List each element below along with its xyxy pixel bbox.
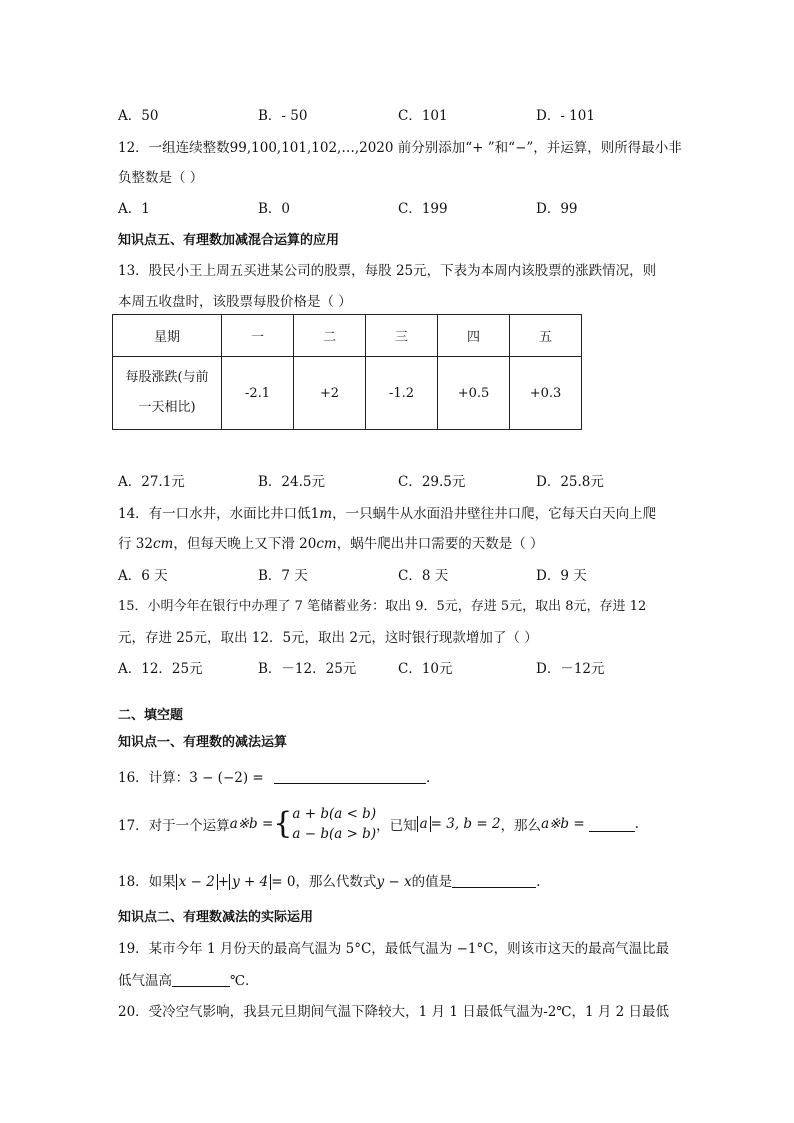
table-value-row bbox=[113, 357, 582, 430]
q17-line bbox=[118, 804, 639, 844]
q13-option-b: B．24.5元 bbox=[258, 474, 325, 490]
q16-prefix: 16．计算： bbox=[118, 770, 190, 786]
section-2-heading: 知识点二、有理数减法的实际运用 bbox=[118, 910, 314, 925]
q19-line-1: 19．某市今年 1 月份天的最高气温为 5°C，最低气温为 −1°C，则该市这天的最高气温比最 bbox=[118, 941, 670, 957]
q18-prefix: 18．如果 bbox=[118, 874, 176, 890]
q13-option-c: C．29.5元 bbox=[398, 474, 466, 490]
part-2-heading: 二、填空题 bbox=[118, 708, 184, 723]
table-day: 四 bbox=[438, 315, 510, 357]
q18-tail: 的值是 bbox=[411, 874, 453, 890]
q14-text: ，蜗牛爬出井口需要的天数是（ ） bbox=[336, 536, 544, 552]
q18-expression: y − x bbox=[376, 874, 412, 890]
q17-brace: { bbox=[273, 806, 293, 841]
q13-line-2: 本周五收盘时，该股票每股价格是（ ） bbox=[118, 294, 352, 310]
q17-given-values: = 3, b = 2 bbox=[430, 816, 501, 832]
q14-option-b: B．7 天 bbox=[258, 568, 308, 584]
table-row-label-line-1: 每股涨跌(与前 bbox=[125, 370, 209, 385]
q15-line-2: 元，存进 25元，取出 12．5元，取出 2元，这时银行现款增加了（ ） bbox=[118, 630, 538, 646]
table-value: +0.3 bbox=[510, 357, 582, 430]
table-header-row bbox=[113, 315, 582, 357]
q11-option-b: B．- 50 bbox=[258, 108, 308, 124]
q17-operation: a※b = bbox=[229, 816, 274, 832]
table-value: -2.1 bbox=[222, 357, 294, 430]
q15-option-a: A．12．25元 bbox=[118, 661, 203, 677]
q12-option-b: B．0 bbox=[258, 201, 291, 217]
q17-ask: a※b = bbox=[541, 816, 585, 832]
table-day: 五 bbox=[510, 315, 582, 357]
q18-suffix: . bbox=[536, 874, 541, 890]
q19-line-2 bbox=[118, 969, 259, 989]
q13-option-d: D．25.8元 bbox=[536, 474, 604, 490]
q17-abs-a: a bbox=[417, 816, 431, 832]
q18-abs-2: y + 4 bbox=[229, 874, 271, 890]
q16-answer-blank[interactable] bbox=[274, 769, 426, 784]
q12-option-a: A．1 bbox=[118, 201, 150, 217]
q14-option-d: D．9 天 bbox=[536, 568, 587, 584]
q14-unit-cm: cm bbox=[152, 536, 174, 552]
q17-answer-blank[interactable] bbox=[589, 817, 635, 832]
q14-text: ，但每天晚上又下滑 20 bbox=[173, 536, 317, 552]
q14-unit-cm: cm bbox=[316, 536, 337, 552]
q15-option-d: D．－12元 bbox=[536, 661, 605, 677]
q15-line-1: 15．小明今年在银行中办理了 7 笔储蓄业务：取出 9．5元，存进 5元，取出 8元，存进 12 bbox=[118, 599, 647, 614]
q19-text: 低气温高 bbox=[118, 973, 172, 989]
q12-line-1: 12．一组连续整数99,100,101,102,…,2020 前分别添加“+ ”和“−”，并运算，则所得最小非 bbox=[118, 140, 682, 156]
table-value: +0.5 bbox=[438, 357, 510, 430]
q18-answer-blank[interactable] bbox=[452, 873, 536, 888]
table-row-label bbox=[113, 357, 222, 430]
q17-suffix: . bbox=[634, 816, 639, 832]
table-day: 二 bbox=[294, 315, 366, 357]
q16-line bbox=[118, 766, 430, 786]
q14-text: 行 32 bbox=[118, 536, 153, 552]
q11-option-c: C．101 bbox=[398, 108, 448, 124]
q14-text: ，一只蜗牛从水面沿井壁往井口爬，它每天白天向上爬 bbox=[332, 506, 657, 522]
q18-abs-1: x − 2 bbox=[176, 874, 218, 890]
table-day: 一 bbox=[222, 315, 294, 357]
q17-cases bbox=[292, 804, 376, 844]
q14-option-a: A．6 天 bbox=[118, 568, 168, 584]
q14-line-2 bbox=[118, 532, 544, 552]
q15-option-c: C．10元 bbox=[398, 661, 453, 677]
q12-option-d: D．99 bbox=[536, 201, 578, 217]
q18-equals: = 0 bbox=[271, 874, 296, 890]
table-row-label-line-2: 一天相比) bbox=[138, 400, 196, 415]
section-5-heading: 知识点五、有理数加减混合运算的应用 bbox=[118, 233, 340, 248]
q17-prefix: 17．对于一个运算 bbox=[118, 818, 230, 834]
q18-mid: ，那么代数式 bbox=[295, 874, 377, 890]
q14-option-c: C．8 天 bbox=[398, 568, 449, 584]
q13-line-1: 13．股民小王上周五买进某公司的股票，每股 25元，下表为本周内该股票的涨跌情况，则 bbox=[118, 263, 657, 279]
table-header-label: 星期 bbox=[113, 315, 222, 357]
q19-answer-blank[interactable] bbox=[172, 972, 230, 987]
section-1-heading: 知识点一、有理数的减法运算 bbox=[118, 735, 288, 750]
q12-option-c: C．199 bbox=[398, 201, 448, 217]
q14-unit-m: m bbox=[319, 506, 333, 522]
q11-option-a: A．50 bbox=[118, 108, 159, 124]
table-value: -1.2 bbox=[366, 357, 438, 430]
q17-given: ，已知 bbox=[376, 818, 417, 834]
q11-option-d: D．- 101 bbox=[536, 108, 595, 124]
table-day: 三 bbox=[366, 315, 438, 357]
q12-line-2: 负整数是（ ） bbox=[118, 170, 204, 186]
q13-option-a: A．27.1元 bbox=[118, 474, 185, 490]
q14-text: 14．有一口水井，水面比井口低1 bbox=[118, 506, 320, 522]
q17-case-2: a − b(a > b) bbox=[292, 826, 377, 842]
q14-line-1 bbox=[118, 502, 656, 522]
q17-case-1: a + b(a < b) bbox=[292, 806, 377, 822]
q17-then: ，那么 bbox=[500, 818, 542, 834]
q18-line bbox=[118, 870, 540, 890]
q15-option-b: B．－12．25元 bbox=[258, 661, 357, 677]
stock-change-table bbox=[112, 314, 582, 430]
q20-line-1: 20．受冷空气影响，我县元旦期间气温下降较大，1 月 1 日最低气温为-2℃，1 月 2 日最低 bbox=[118, 1004, 670, 1020]
table-value: +2 bbox=[294, 357, 366, 430]
q19-unit: ℃． bbox=[230, 973, 259, 989]
q16-expression: 3 − (−2) = bbox=[189, 770, 264, 786]
q16-suffix: . bbox=[426, 770, 431, 786]
q18-plus: + bbox=[217, 874, 230, 890]
